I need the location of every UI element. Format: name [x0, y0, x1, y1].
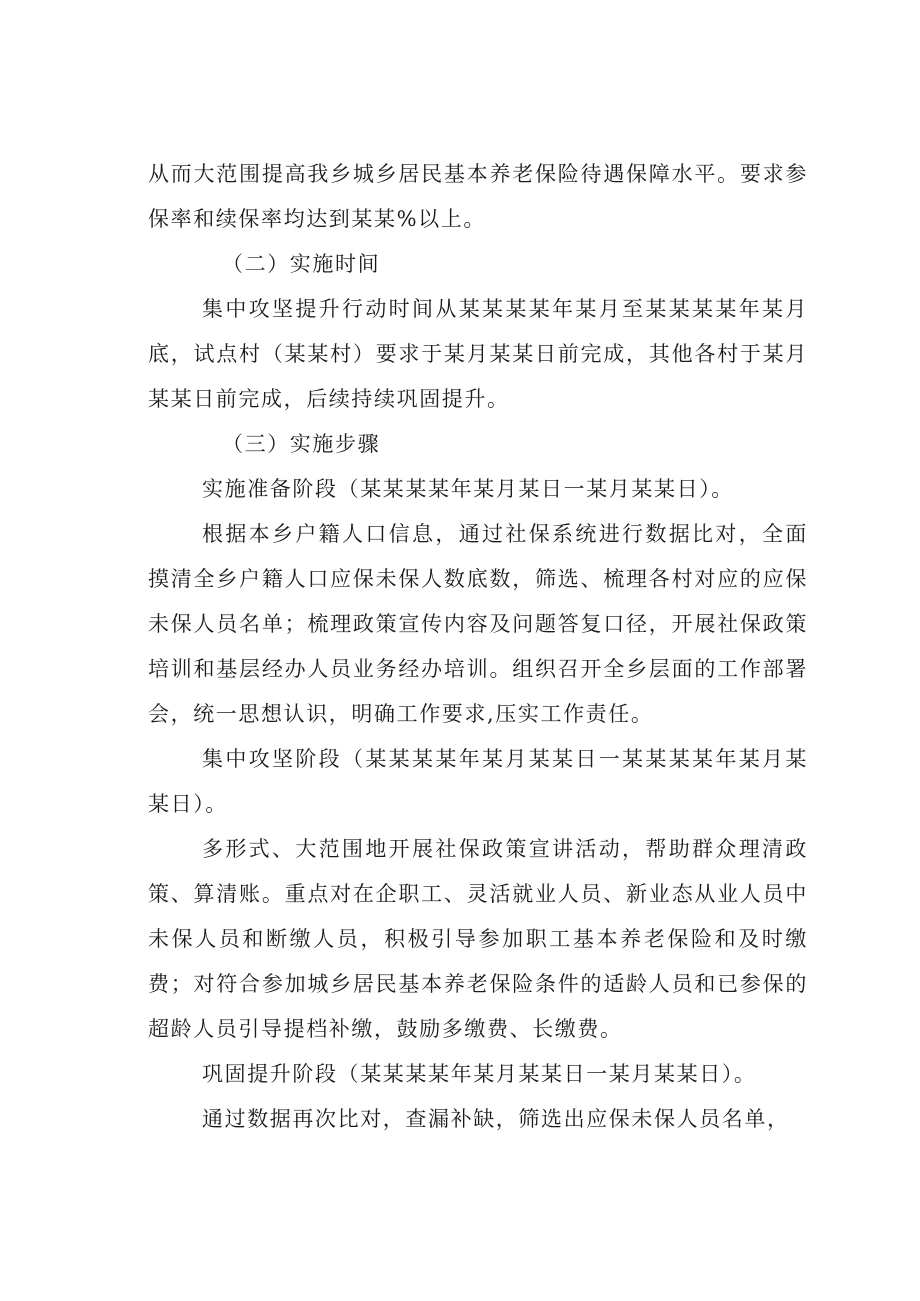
paragraph-concentrated-stage-title: 集中攻坚阶段（某某某某年某月某某日一某某某某年某月某某日）。	[148, 747, 808, 816]
paragraph-implementation-time: 集中攻坚提升行动时间从某某某某年某月至某某某某年某月底，试点村（某某村）要求于某月某某日前完成，其他各村于某月某某日前完成，后续持续巩固提升。	[148, 297, 808, 411]
paragraph-consolidation-stage-title: 巩固提升阶段（某某某某年某月某某日一某月某某日）。	[202, 1062, 757, 1086]
paragraph-preparation-stage-body: 根据本乡户籍人口信息，通过社保系统进行数据比对，全面摸清全乡户籍人口应保未保人数底数，筛选、梳理各村对应的应保未保人员名单；梳理政策宣传内容及问题答复口径，开展社保政策培训和基层经办人员业务经办培训。组织召开全乡层面的工作部署会，统一思想认识，明确工作要求,压实工作责任。	[148, 522, 808, 726]
paragraph-preparation-stage-title: 实施准备阶段（某某某某年某月某日一某月某某日）。	[202, 477, 734, 501]
section-heading-implementation-time: （二）实施时间	[222, 252, 381, 276]
document-body	[148, 152, 808, 1142]
paragraph-concentrated-stage-body: 多形式、大范围地开展社保政策宣讲活动，帮助群众理清政策、算清账。重点对在企职工、灵活就业人员、新业态从业人员中未保人员和断缴人员，积极引导参加职工基本养老保险和及时缴费；对符合参加城乡居民基本养老保险条件的适龄人员和已参保的超龄人员引导提档补缴，鼓励多缴费、长缴费。	[148, 837, 808, 1041]
paragraph-continuation: 从而大范围提高我乡城乡居民基本养老保险待遇保障水平。要求参保率和续保率均达到某某%以上。	[148, 162, 808, 231]
section-heading-implementation-steps: （三）实施步骤	[222, 432, 381, 456]
paragraph-consolidation-stage-body: 通过数据再次比对，查漏补缺，筛选出应保未保人员名单，	[202, 1107, 790, 1131]
